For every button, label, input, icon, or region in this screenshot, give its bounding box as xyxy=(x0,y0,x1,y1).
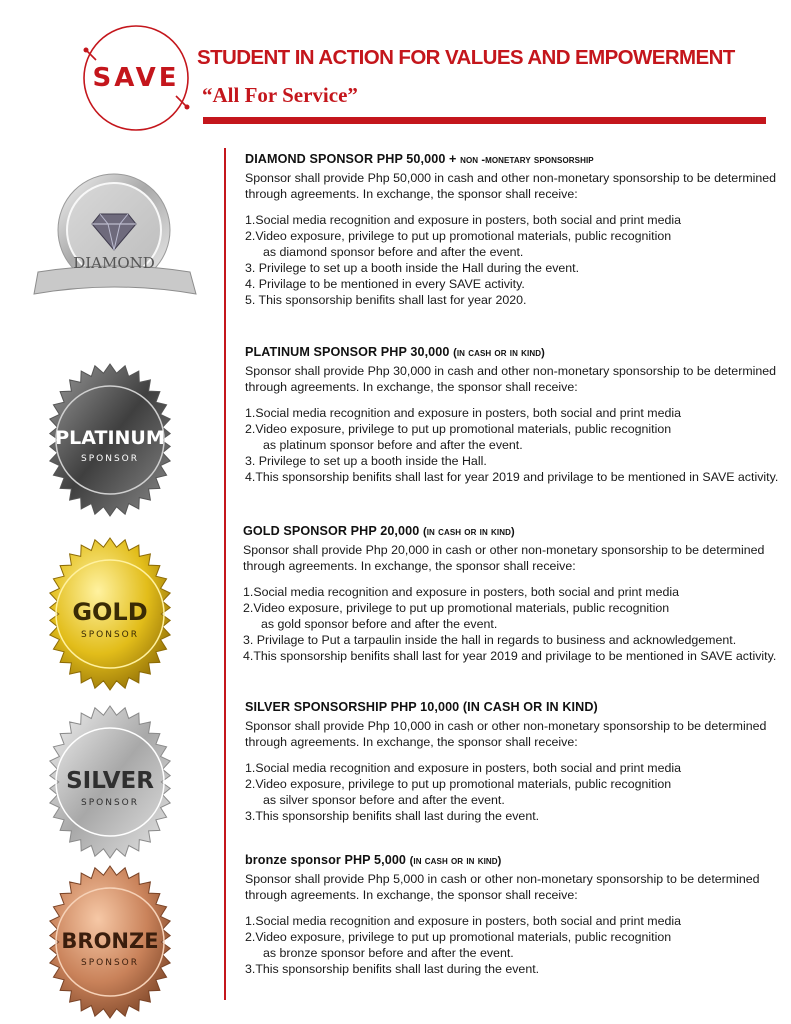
tagline: “All For Service” xyxy=(202,83,358,107)
diamond-section xyxy=(245,152,791,308)
platinum-section xyxy=(245,345,791,485)
diamond-badge-icon xyxy=(28,172,200,306)
silver-badge-icon xyxy=(30,702,190,862)
save-logo xyxy=(78,20,194,136)
list-item: 3.This sponsorship benifits shall last during the event. xyxy=(245,809,540,823)
list-item: 5. This sponsorship benifits shall last for year 2020. xyxy=(245,293,527,307)
logo-text: SAVE xyxy=(92,63,180,93)
platinum-badge-label: PLATINUM xyxy=(55,427,165,449)
silver-badge-label: SILVER xyxy=(66,768,154,794)
bronze-benefits xyxy=(245,913,791,977)
bronze-section xyxy=(245,853,791,977)
list-item: 2.Video exposure, privilege to put up promotional materials, public recognition as silver sponsor before and after the event. xyxy=(245,777,672,807)
list-item: 2.Video exposure, privilege to put up promotional materials, public recognition as gold sponsor before and after the event. xyxy=(243,601,670,631)
diamond-badge-label: DIAMOND xyxy=(73,254,155,272)
list-item: 1.Social media recognition and exposure in posters, both social and print media xyxy=(243,585,679,599)
side-divider xyxy=(224,148,226,1000)
list-item: 1.Social media recognition and exposure in posters, both social and print media xyxy=(245,914,681,928)
list-item: 3.This sponsorship benifits shall last during the event. xyxy=(245,962,540,976)
diamond-description: Sponsor shall provide Php 50,000 in cash and other non-monetary sponsorship to be determined through agreements. In exchange, the sponsor shall receive: xyxy=(245,171,777,201)
diamond-benefits xyxy=(245,212,791,308)
platinum-description: Sponsor shall provide Php 30,000 in cash and other non-monetary sponsorship to be determined through agreements. In exchange, the sponsor shall receive: xyxy=(245,364,777,394)
gold-heading: GOLD SPONSOR PHP 20,000 (in cash or in kind) xyxy=(243,524,515,538)
silver-badge-sub: SPONSOR xyxy=(80,798,140,808)
silver-section xyxy=(245,700,791,824)
platinum-badge-icon xyxy=(30,360,190,520)
list-item: 2.Video exposure, privilege to put up promotional materials, public recognition as bronze sponsor before and after the event. xyxy=(245,930,672,960)
list-item: 3. Privilege to set up a booth inside the Hall. xyxy=(245,454,487,468)
list-item: 3. Privilage to Put a tarpaulin inside the hall in regards to business and acknowledgement. xyxy=(243,633,737,647)
bronze-badge-icon xyxy=(30,862,190,1022)
silver-description: Sponsor shall provide Php 10,000 in cash or other non-monetary sponsorship to be determined through agreements. In exchange, the sponsor shall receive: xyxy=(245,719,767,749)
list-item: 2.Video exposure, privilege to put up promotional materials, public recognition as diamond sponsor before and after the event. xyxy=(245,229,672,259)
gold-badge-sub: SPONSOR xyxy=(80,630,140,640)
header-divider xyxy=(203,117,766,124)
silver-benefits xyxy=(245,760,791,824)
bronze-badge-label: BRONZE xyxy=(61,929,159,953)
bronze-badge-sub: SPONSOR xyxy=(80,958,140,968)
gold-badge-icon xyxy=(30,534,190,694)
platinum-benefits xyxy=(245,405,791,485)
list-item: 3. Privilege to set up a booth inside the Hall during the event. xyxy=(245,261,580,275)
bronze-description: Sponsor shall provide Php 5,000 in cash or other non-monetary sponsorship to be determined through agreements. In exchange, the sponsor shall receive: xyxy=(245,872,760,902)
diamond-heading: DIAMOND SPONSOR PHP 50,000 + non -monetary sponsorship xyxy=(245,152,594,166)
gold-benefits xyxy=(243,584,791,664)
org-title: STUDENT IN ACTION FOR VALUES AND EMPOWERMENT xyxy=(197,46,735,69)
gold-badge-label: GOLD xyxy=(72,598,148,626)
silver-heading: SILVER SPONSORSHIP PHP 10,000 (IN CASH OR IN KIND) xyxy=(245,700,598,714)
list-item: 4.This sponsorship benifits shall last for year 2019 and privilage to be mentioned in SAVE activity. xyxy=(245,470,779,484)
list-item: 1.Social media recognition and exposure in posters, both social and print media xyxy=(245,213,681,227)
bronze-heading: bronze sponsor PHP 5,000 (in cash or in kind) xyxy=(245,853,502,867)
gold-description: Sponsor shall provide Php 20,000 in cash or other non-monetary sponsorship to be determined through agreements. In exchange, the sponsor shall receive: xyxy=(243,543,765,573)
gold-section xyxy=(243,524,791,664)
list-item: 2.Video exposure, privilege to put up promotional materials, public recognition as platinum sponsor before and after the event. xyxy=(245,422,672,452)
list-item: 1.Social media recognition and exposure in posters, both social and print media xyxy=(245,761,681,775)
platinum-heading: PLATINUM SPONSOR PHP 30,000 (in cash or in kind) xyxy=(245,345,545,359)
list-item: 1.Social media recognition and exposure in posters, both social and print media xyxy=(245,406,681,420)
platinum-badge-sub: SPONSOR xyxy=(80,454,140,464)
list-item: 4. Privilage to be mentioned in every SAVE activity. xyxy=(245,277,525,291)
list-item: 4.This sponsorship benifits shall last for year 2019 and privilage to be mentioned in SAVE activity. xyxy=(243,649,777,663)
